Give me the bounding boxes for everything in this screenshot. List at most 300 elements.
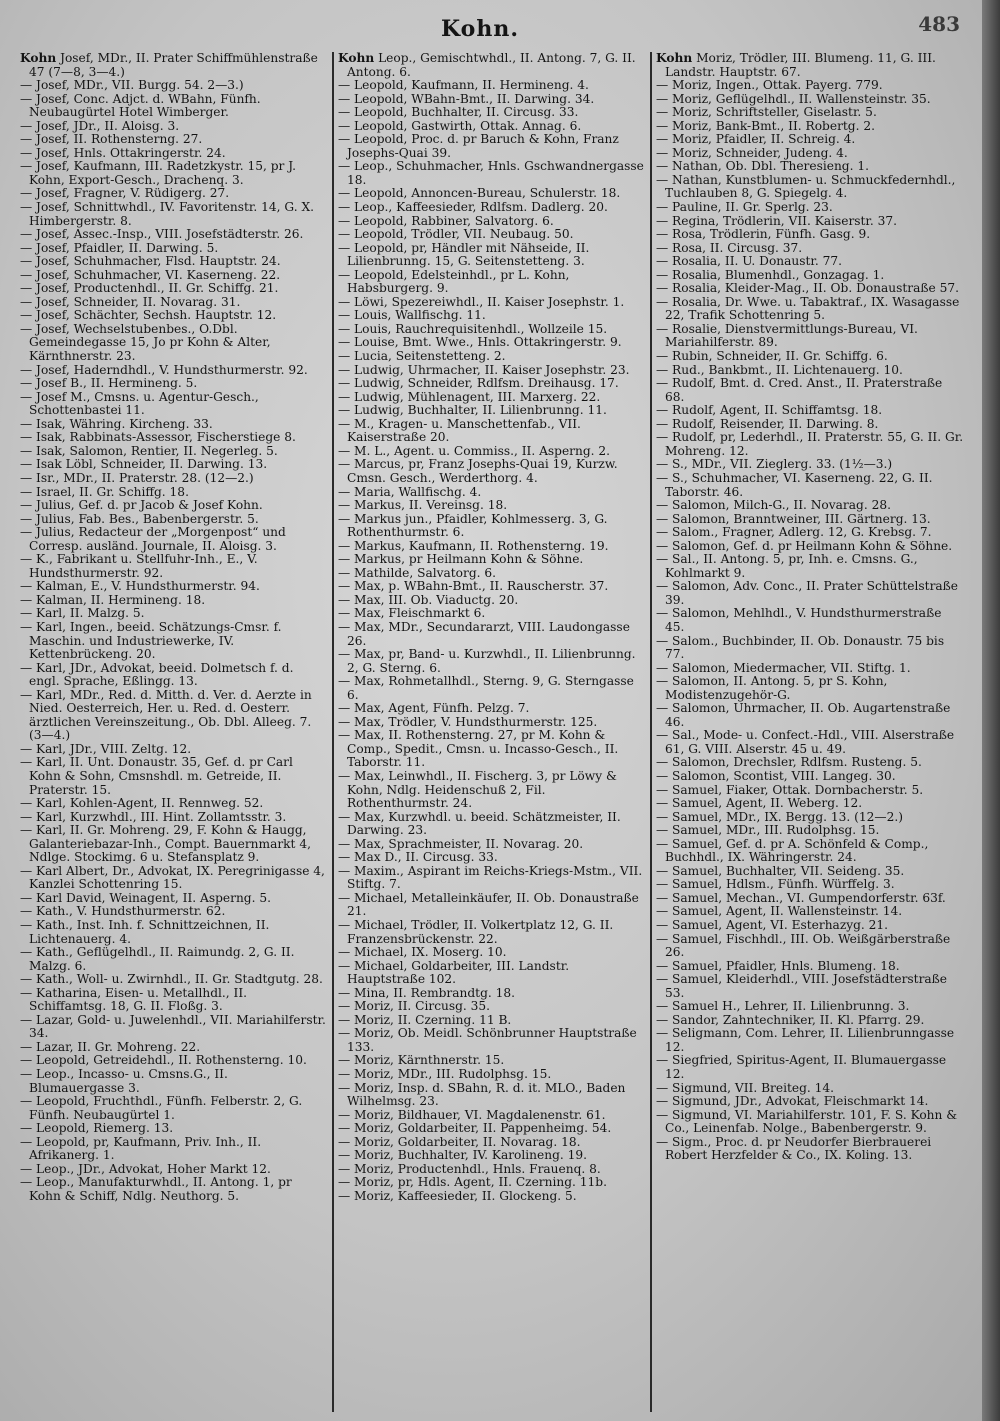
entry-text: — Samuel, Fischhdl., III. Ob. Weißgärberstraße 26. xyxy=(656,931,951,960)
entry-text: — Karl, Kohlen-Agent, II. Rennweg. 52. xyxy=(20,796,264,811)
directory-entry xyxy=(20,377,326,391)
directory-entry xyxy=(20,892,326,906)
directory-entry xyxy=(338,648,644,675)
entry-text: — Leopold, Gastwirth, Ottak. Annag. 6. xyxy=(338,118,582,133)
entry-text: — Mathilde, Salvatorg. 6. xyxy=(338,565,497,580)
entry-text: — Josef, JDr., II. Aloisg. 3. xyxy=(20,118,180,133)
directory-entry xyxy=(20,282,326,296)
directory-entry xyxy=(338,106,644,120)
entry-text: — Josef, Hnls. Ottakringerstr. 24. xyxy=(20,145,226,160)
entry-text: — Josef, Schächter, Sechsh. Hauptstr. 12. xyxy=(20,308,277,323)
entry-text: — Sal., II. Antong. 5, pr, Inh. e. Cmsns. G., Kohlmarkt 9. xyxy=(656,552,918,580)
directory-entry xyxy=(338,404,644,418)
entry-text: Josef, MDr., II. Prater Schiffmühlenstraße 47 (7—8, 3—4.) xyxy=(29,52,318,79)
directory-entry xyxy=(656,702,964,729)
directory-entry xyxy=(338,350,644,364)
directory-entry xyxy=(20,458,326,472)
entry-text: — Salomon, Gef. d. pr Heilmann Kohn & Söhne. xyxy=(656,538,953,553)
directory-entry xyxy=(338,851,644,865)
directory-entry xyxy=(20,919,326,946)
directory-entry xyxy=(338,621,644,648)
entry-text: — Leop., Schuhmacher, Hnls. Gschwandnergasse 18. xyxy=(338,159,644,187)
directory-entry xyxy=(20,811,326,825)
entry-text: — S., MDr., VII. Zieglerg. 33. (1½—3.) xyxy=(656,457,893,472)
entry-text: — Moriz, Productenhdl., Hnls. Frauenq. 8. xyxy=(338,1161,601,1176)
entry-text: — Karl, II. Gr. Mohreng. 29, F. Kohn & Haugg, Galanteriebazar-Inh., Compt. Bauernmarkt 4, Ndlge. Stockimg. 6 u. Stefansplatz 9. xyxy=(20,823,311,865)
entry-text: — Moriz, Ob. Meidl. Schönbrunner Hauptstraße 133. xyxy=(338,1026,637,1054)
directory-entry xyxy=(20,133,326,147)
directory-entry xyxy=(20,621,326,662)
directory-entry xyxy=(20,824,326,865)
directory-entry xyxy=(338,770,644,811)
entry-text: — Karl, JDr., Advokat, beeid. Dolmetsch f. d. engl. Sprache, Eßlingg. 13. xyxy=(20,660,294,689)
directory-entry xyxy=(656,269,964,283)
directory-entry xyxy=(656,133,964,147)
entry-text: — Lazar, Gold- u. Juwelenhdl., VII. Mariahilferstr. 34. xyxy=(20,1012,326,1041)
directory-entry xyxy=(656,364,964,378)
entry-text: — Kath., Inst. Inh. f. Schnittzeichnen, II. Lichtenauerg. 4. xyxy=(20,918,270,946)
directory-entry xyxy=(338,458,644,485)
directory-entry xyxy=(338,567,644,581)
entry-text: — Nathan, Kunstblumen- u. Schmuckfedernhdl., Tuchlauben 8, G. Spiegelg. 4. xyxy=(656,172,956,201)
directory-entry xyxy=(20,269,326,283)
directory-entry xyxy=(338,120,644,134)
entry-text: — Samuel, Agent, VI. Esterhazyg. 21. xyxy=(656,918,889,932)
entry-text: — Leopold, Getreidehdl., II. Rothensterng. 10. xyxy=(20,1053,307,1068)
entry-text: — Josef, II. Rothensterng. 27. xyxy=(20,132,203,147)
entry-text: — Josef, Pfaidler, II. Darwing. 5. xyxy=(20,240,219,255)
entry-text: — Moriz, Ingen., Ottak. Payerg. 779. xyxy=(656,78,883,93)
entry-text: — Rosalia, Kleider-Mag., II. Ob. Donaustraße 57. xyxy=(656,281,959,296)
directory-entry xyxy=(20,580,326,594)
directory-entry xyxy=(338,1136,644,1150)
directory-entry xyxy=(338,1068,644,1082)
entry-text: — Samuel, Fiaker, Ottak. Dornbacherstr. 5. xyxy=(656,782,924,797)
directory-entry xyxy=(20,1122,326,1136)
entry-text: — Samuel, Hdlsm., Fünfh. Würffelg. 3. xyxy=(656,877,895,892)
directory-entry xyxy=(338,729,644,770)
directory-entry xyxy=(338,445,644,459)
directory-entry xyxy=(656,892,964,906)
directory-entry xyxy=(338,838,644,852)
entry-text: — Regina, Trödlerin, VII. Kaiserstr. 37. xyxy=(656,213,898,228)
directory-entry xyxy=(656,296,964,323)
entry-text: — Leopold, pr, Händler mit Nähseide, II. Lilienbrunng. 15, G. Seitenstetteng. 3. xyxy=(338,240,590,269)
entry-surname: Kohn xyxy=(656,52,693,65)
entry-text: — Sigmund, VI. Mariahilferstr. 101, F. S. Kohn & Co., Leinenfab. Nolge., Babenbergerstr. 9. xyxy=(656,1107,958,1136)
entry-text: — Maxim., Aspirant im Reichs-Kriegs-Mstm., VII. Stiftg. 7. xyxy=(338,863,643,892)
entry-text: — Max, pr, Band- u. Kurzwhdl., II. Lilienbrunng. 2, G. Sterng. 6. xyxy=(338,647,636,675)
directory-entry xyxy=(20,865,326,892)
directory-entry xyxy=(20,147,326,161)
entry-text: — Josef, MDr., VII. Burgg. 54. 2—3.) xyxy=(20,78,244,93)
directory-entry xyxy=(338,580,644,594)
entry-text: — Israel, II. Gr. Schiffg. 18. xyxy=(20,484,189,499)
directory-entry xyxy=(20,93,326,120)
entry-text: — Katharina, Eisen- u. Metallhdl., II. Schiffamtsg. 18, G. II. Floßg. 3. xyxy=(20,985,248,1014)
entry-text: — Karl, JDr., VIII. Zeltg. 12. xyxy=(20,741,192,756)
directory-entry xyxy=(656,431,964,458)
directory-entry xyxy=(20,472,326,486)
entry-text: — Salom., Buchbinder, II. Ob. Donaustr. 75 bis 77. xyxy=(656,633,945,662)
entry-text: — Moriz, Bildhauer, VI. Magdalenenstr. 61. xyxy=(338,1107,606,1122)
directory-entry xyxy=(656,1054,964,1081)
entry-text: — Julius, Fab. Bes., Babenbergerstr. 5. xyxy=(20,511,259,526)
entry-text: — Josef, Schneider, II. Novarag. 31. xyxy=(20,294,241,309)
directory-entry xyxy=(338,309,644,323)
directory-entry xyxy=(338,702,644,716)
directory-entry xyxy=(656,201,964,215)
directory-entry xyxy=(20,1136,326,1163)
entry-text: — Leopold, Fruchthdl., Fünfh. Felberstr. 2, G. Fünfh. Neubaugürtel 1. xyxy=(20,1094,303,1122)
entry-text: — Samuel, MDr., III. Rudolphsg. 15. xyxy=(656,823,880,838)
entry-text: — Karl, II. Malzg. 5. xyxy=(20,606,145,621)
entry-text: — Leopold, Kaufmann, II. Hermineng. 4. xyxy=(338,78,589,93)
entry-text: — Max, MDr., Secundararzt, VIII. Laudongasse 26. xyxy=(338,619,630,648)
entry-text: — Isak Löbl, Schneider, II. Darwing. 13. xyxy=(20,457,268,472)
entry-text: — Michael, Trödler, II. Volkertplatz 12, G. II. Franzensbrückenstr. 22. xyxy=(338,918,614,946)
entry-text: — Samuel, Kleiderhdl., VIII. Josefstädterstraße 53. xyxy=(656,972,948,1000)
entry-text: — Josef M., Cmsns. u. Agentur-Gesch., Schottenbastei 11. xyxy=(20,389,259,418)
entry-text: — Louis, Rauchrequisitenhdl., Wollzeile 15. xyxy=(338,321,608,336)
directory-entry xyxy=(656,607,964,634)
directory-entry xyxy=(656,174,964,201)
entry-text: — K., Fabrikant u. Stellfuhr-Inh., E., V. Hundsthurmerstr. 92. xyxy=(20,552,258,580)
entry-text: — Kalman, II. Hermineng. 18. xyxy=(20,592,206,607)
directory-entry xyxy=(656,1095,964,1109)
directory-entry xyxy=(656,215,964,229)
directory-entry xyxy=(338,540,644,554)
entry-text: — Max, II. Rothensterng. 27, pr M. Kohn & Comp., Spedit., Cmsn. u. Incasso-Gesch., II. Taborstr. 11. xyxy=(338,728,619,770)
directory-entry xyxy=(20,526,326,553)
entry-text: — Ludwig, Mühlenagent, III. Marxerg. 22. xyxy=(338,389,601,404)
entry-text: — Karl, II. Unt. Donaustr. 35, Gef. d. pr Carl Kohn & Sohn, Cmsnshdl. m. Getreide, II. Praterstr. 15. xyxy=(20,755,293,797)
directory-entry xyxy=(656,377,964,404)
entry-text: — Leopold, WBahn-Bmt., II. Darwing. 34. xyxy=(338,91,595,106)
entry-text: — Samuel, Agent, II. Wallensteinstr. 14. xyxy=(656,904,903,919)
directory-entry xyxy=(656,1109,964,1136)
directory-entry xyxy=(656,580,964,607)
directory-entry xyxy=(20,418,326,432)
directory-entry xyxy=(656,350,964,364)
directory-entry xyxy=(338,1122,644,1136)
entry-text: — M., Kragen- u. Manschettenfab., VII. Kaiserstraße 20. xyxy=(338,416,581,445)
entry-text: — Moriz, Bank-Bmt., II. Robertg. 2. xyxy=(656,118,875,133)
directory-entry xyxy=(20,431,326,445)
entry-text: — Löwi, Spezereiwhdl., II. Kaiser Josephstr. 1. xyxy=(338,294,625,309)
directory-entry xyxy=(656,458,964,472)
entry-text: — Samuel, Agent, II. Weberg. 12. xyxy=(656,796,863,811)
directory-entry xyxy=(338,1163,644,1177)
entry-text: — Mina, II. Rembrandtg. 18. xyxy=(338,985,515,1000)
directory-entry xyxy=(338,1149,644,1163)
directory-entry xyxy=(656,756,964,770)
entry-text: — Moriz, Kaffeesieder, II. Glockeng. 5. xyxy=(338,1188,577,1203)
entry-text: — Salomon, Drechsler, Rdlfsm. Rusteng. 5. xyxy=(656,755,922,770)
directory-entry xyxy=(656,106,964,120)
entry-text: — Sigmund, VII. Breiteg. 14. xyxy=(656,1080,835,1095)
entry-text: — Max, Rohmetallhdl., Sterng. 9, G. Sterngasse 6. xyxy=(338,674,634,702)
directory-entry xyxy=(656,729,964,756)
entry-text: — Markus, pr Heilmann Kohn & Söhne. xyxy=(338,552,584,567)
page-edge-shadow xyxy=(982,0,1000,1421)
directory-entry xyxy=(20,1068,326,1095)
directory-entry xyxy=(20,391,326,418)
directory-entry xyxy=(656,93,964,107)
entry-text: — Kath., V. Hundsthurmerstr. 62. xyxy=(20,904,226,919)
directory-entry xyxy=(656,255,964,269)
directory-entry xyxy=(20,594,326,608)
directory-entry xyxy=(656,905,964,919)
directory-entry xyxy=(20,296,326,310)
entry-text: — Rosalia, II. U. Donaustr. 77. xyxy=(656,254,843,269)
directory-entry xyxy=(338,364,644,378)
directory-entry xyxy=(20,255,326,269)
column-2 xyxy=(334,52,652,1412)
entry-text: — Moriz, pr, Hdls. Agent, II. Czerning. 11b. xyxy=(338,1175,607,1190)
page-number: 483 xyxy=(918,12,960,36)
entry-text: Leop., Gemischtwhdl., II. Antong. 7, G. II. Antong. 6. xyxy=(347,52,636,79)
directory-entry xyxy=(20,797,326,811)
directory-entry xyxy=(338,716,644,730)
directory-entry xyxy=(338,1054,644,1068)
directory-entry xyxy=(20,689,326,743)
directory-entry xyxy=(20,228,326,242)
entry-text: — Louis, Wallfischg. 11. xyxy=(338,308,486,323)
directory-entry xyxy=(338,1027,644,1054)
entry-text: — Rosalia, Dr. Wwe. u. Tabaktraf., IX. Wasagasse 22, Trafik Schottenring 5. xyxy=(656,294,960,323)
entry-text: — Lazar, II. Gr. Mohreng. 22. xyxy=(20,1039,201,1054)
directory-entry xyxy=(20,513,326,527)
directory-entry xyxy=(656,770,964,784)
entry-text: — Siegfried, Spiritus-Agent, II. Blumauergasse 12. xyxy=(656,1053,947,1082)
directory-entry xyxy=(338,160,644,187)
entry-text: — Moriz, Goldarbeiter, II. Pappenheimg. 54. xyxy=(338,1121,612,1136)
directory-entry xyxy=(656,1027,964,1054)
directory-entry xyxy=(656,513,964,527)
directory-entry xyxy=(656,973,964,1000)
entry-text: — Karl David, Weinagent, II. Asperng. 5. xyxy=(20,890,271,905)
entry-text: — Maria, Wallfischg. 4. xyxy=(338,484,482,499)
entry-text: — Rosa, Trödlerin, Fünfh. Gasg. 9. xyxy=(656,227,871,242)
entry-text: — Max, Trödler, V. Hundsthurmerstr. 125. xyxy=(338,714,598,729)
directory-entry xyxy=(20,242,326,256)
directory-entry xyxy=(20,201,326,228)
entry-text: — Leopold, Edelsteinhdl., pr L. Kohn, Habsburgerg. 9. xyxy=(338,267,570,296)
entry-text: — Moriz, Insp. d. SBahn, R. d. it. MLO., Baden Wilhelmsg. 23. xyxy=(338,1080,626,1109)
entry-text: — Markus, Kaufmann, II. Rothensterng. 19. xyxy=(338,538,609,553)
directory-columns xyxy=(16,52,971,1412)
entry-text: — Josef, Assec.-Insp., VIII. Josefstädterstr. 26. xyxy=(20,227,304,242)
entry-text: — Salom., Fragner, Adlerg. 12, G. Krebsg. 7. xyxy=(656,525,932,540)
entry-text: — Isak, Rabbinats-Assessor, Fischerstiege 8. xyxy=(20,430,296,445)
page-header xyxy=(0,8,1000,48)
directory-entry xyxy=(338,919,644,946)
directory-entry xyxy=(338,960,644,987)
directory-entry xyxy=(338,52,644,79)
entry-text: — Josef, Wechselstubenbes., O.Dbl. Gemeindegasse 15, Jo pr Kohn & Alter, Kärnthnerstr. 23. xyxy=(20,321,271,364)
directory-entry xyxy=(656,323,964,350)
directory-entry xyxy=(656,919,964,933)
entry-text: — Rudolf, Reisender, II. Darwing. 8. xyxy=(656,416,879,431)
entry-text: — Ludwig, Uhrmacher, II. Kaiser Josephstr. 23. xyxy=(338,362,630,377)
directory-entry xyxy=(338,1014,644,1028)
directory-entry xyxy=(656,404,964,418)
directory-entry xyxy=(20,445,326,459)
entry-text: — Michael, Goldarbeiter, III. Landstr. Hauptstraße 102. xyxy=(338,958,570,987)
entry-text: — Josef, Kaufmann, III. Radetzkystr. 15, pr J. Kohn, Export-Gesch., Drachenq. 3. xyxy=(20,159,297,187)
entry-text: — Max, Fleischmarkt 6. xyxy=(338,606,486,621)
directory-entry xyxy=(338,946,644,960)
entry-text: — Samuel, Gef. d. pr A. Schönfeld & Comp., Buchhdl., IX. Währingerstr. 24. xyxy=(656,836,929,865)
entry-text: — Sandor, Zahntechniker, II. Kl. Pfarrg. 29. xyxy=(656,1012,925,1027)
entry-text: — Samuel, Pfaidler, Hnls. Blumeng. 18. xyxy=(656,958,900,973)
directory-entry xyxy=(656,472,964,499)
entry-text: — Max, Kurzwhdl. u. beeid. Schätzmeister, II. Darwing. 23. xyxy=(338,809,621,838)
entry-text: — Leopold, Buchhalter, II. Circusg. 33. xyxy=(338,105,579,120)
entry-text: — Nathan, Ob. Dbl. Theresieng. 1. xyxy=(656,159,869,174)
entry-text: — Moriz, Geflügelhdl., II. Wallensteinstr. 35. xyxy=(656,91,931,106)
entry-text: — Leop., Kaffeesieder, Rdlfsm. Dadlerg. 20. xyxy=(338,200,608,215)
directory-entry xyxy=(338,1000,644,1014)
entry-text: — Kalman, E., V. Hundsthurmerstr. 94. xyxy=(20,579,260,594)
entry-text: — Rudolf, Agent, II. Schiffamtsg. 18. xyxy=(656,403,883,418)
directory-entry xyxy=(656,242,964,256)
entry-text: — Leopold, pr, Kaufmann, Priv. Inh., II. Afrikanerg. 1. xyxy=(20,1134,262,1163)
directory-entry xyxy=(338,553,644,567)
entry-text: — Karl Albert, Dr., Advokat, IX. Peregrinigasse 4, Kanzlei Schottenring 15. xyxy=(20,863,325,892)
directory-entry xyxy=(338,865,644,892)
entry-text: — S., Schuhmacher, VI. Kaserneng. 22, G. II. Taborstr. 46. xyxy=(656,470,933,499)
directory-entry xyxy=(20,607,326,621)
directory-entry xyxy=(20,52,326,79)
entry-text: — Louise, Bmt. Wwe., Hnls. Ottakringerstr. 9. xyxy=(338,335,622,350)
column-1 xyxy=(16,52,334,1412)
entry-text: — Salomon, Scontist, VIII. Langeg. 30. xyxy=(656,768,896,783)
directory-entry xyxy=(656,147,964,161)
directory-entry xyxy=(20,323,326,364)
entry-text: — Isak, Währing. Kircheng. 33. xyxy=(20,416,213,431)
entry-text: — Max, Sprachmeister, II. Novarag. 20. xyxy=(338,836,584,851)
entry-text: — Leop., Manufakturwhdl., II. Antong. 1, pr Kohn & Schiff, Ndlg. Neuthorg. 5. xyxy=(20,1175,292,1203)
entry-text: — Sal., Mode- u. Confect.-Hdl., VIII. Alserstraße 61, G. VIII. Alserstr. 45 u. 49. xyxy=(656,728,955,756)
entry-text: — Salomon, Miedermacher, VII. Stiftg. 1. xyxy=(656,660,911,675)
entry-text: — Julius, Redacteur der „Morgenpost“ und Corresp. ausländ. Journale, II. Aloisg. 3. xyxy=(20,525,286,553)
directory-entry xyxy=(20,987,326,1014)
directory-entry xyxy=(338,418,644,445)
directory-entry xyxy=(656,797,964,811)
directory-entry xyxy=(20,309,326,323)
entry-text: — Josef, Schnittwhdl., IV. Favoritenstr. 14, G. X. Himbergerstr. 8. xyxy=(20,200,315,228)
entry-text: — Josef, Productenhdl., II. Gr. Schiffg. 21. xyxy=(20,281,279,296)
directory-entry xyxy=(656,79,964,93)
entry-text: — Julius, Gef. d. pr Jacob & Josef Kohn. xyxy=(20,498,263,513)
entry-text: — Leop., JDr., Advokat, Hoher Markt 12. xyxy=(20,1161,271,1176)
entry-text: — Rudolf, Bmt. d. Cred. Anst., II. Praterstraße 68. xyxy=(656,376,943,404)
directory-entry xyxy=(656,1136,964,1163)
directory-entry xyxy=(20,553,326,580)
entry-text: — Leopold, Proc. d. pr Baruch & Kohn, Franz Josephs-Quai 39. xyxy=(338,132,619,160)
directory-entry xyxy=(338,607,644,621)
entry-text: — Moriz, II. Circusg. 35. xyxy=(338,999,491,1014)
directory-entry xyxy=(20,1054,326,1068)
entry-text: — Pauline, II. Gr. Sperlg. 23. xyxy=(656,200,833,215)
entry-text: — Rosalia, Blumenhdl., Gonzagag. 1. xyxy=(656,267,885,282)
entry-text: Moriz, Trödler, III. Blumeng. 11, G. III. Landstr. Hauptstr. 67. xyxy=(665,52,936,79)
directory-entry xyxy=(338,1176,644,1190)
directory-entry xyxy=(338,93,644,107)
directory-entry xyxy=(338,228,644,242)
entry-text: — Leopold, Rabbiner, Salvatorg. 6. xyxy=(338,213,554,228)
entry-text: — Salomon, Milch-G., II. Novarag. 28. xyxy=(656,498,891,513)
entry-text: — Rosa, II. Circusg. 37. xyxy=(656,240,803,255)
directory-entry xyxy=(338,892,644,919)
directory-entry xyxy=(20,743,326,757)
entry-text: — Samuel, MDr., IX. Bergg. 13. (12—2.) xyxy=(656,809,903,824)
entry-text: — Isr., MDr., II. Praterstr. 28. (12—2.) xyxy=(20,470,254,485)
entry-text: — Ludwig, Schneider, Rdlfsm. Dreihausg. 17. xyxy=(338,376,619,391)
directory-entry xyxy=(656,635,964,662)
entry-text: — Michael, IX. Moserg. 10. xyxy=(338,945,507,960)
column-3 xyxy=(652,52,970,1412)
directory-entry xyxy=(20,905,326,919)
entry-text: — Max, III. Ob. Viaductg. 20. xyxy=(338,592,519,607)
entry-text: — Moriz, Goldarbeiter, II. Novarag. 18. xyxy=(338,1134,581,1149)
directory-entry xyxy=(338,79,644,93)
directory-entry xyxy=(20,1163,326,1177)
entry-text: — Michael, Metalleinkäufer, II. Ob. Donaustraße 21. xyxy=(338,890,639,919)
directory-entry xyxy=(338,201,644,215)
entry-text: — Josef, Schuhmacher, Flsd. Hauptstr. 24. xyxy=(20,254,281,269)
directory-entry xyxy=(338,1109,644,1123)
entry-text: — Josef B., II. Hermineng. 5. xyxy=(20,376,198,391)
entry-text: — Max, Agent, Fünfh. Pelzg. 7. xyxy=(338,701,530,716)
directory-entry xyxy=(338,987,644,1001)
directory-entry xyxy=(338,296,644,310)
directory-entry xyxy=(656,282,964,296)
directory-entry xyxy=(338,187,644,201)
entry-text: — Ludwig, Buchhalter, II. Lilienbrunng. 11. xyxy=(338,403,607,418)
directory-entry xyxy=(656,784,964,798)
entry-text: — Kath., Woll- u. Zwirnhdl., II. Gr. Stadtgutg. 28. xyxy=(20,972,323,987)
entry-text: — Moriz, Buchhalter, IV. Karolineng. 19. xyxy=(338,1148,588,1163)
entry-text: — Leopold, Riemerg. 13. xyxy=(20,1121,174,1136)
entry-text: — Rubin, Schneider, II. Gr. Schiffg. 6. xyxy=(656,349,888,364)
directory-entry xyxy=(338,215,644,229)
entry-text: — Samuel, Buchhalter, VII. Seideng. 35. xyxy=(656,863,905,878)
directory-entry xyxy=(20,946,326,973)
directory-entry xyxy=(656,933,964,960)
directory-entry xyxy=(338,675,644,702)
directory-entry xyxy=(338,1190,644,1204)
directory-entry xyxy=(20,120,326,134)
entry-text: — Seligmann, Com. Lehrer, II. Lilienbrunngasse 12. xyxy=(656,1026,955,1054)
directory-entry xyxy=(338,133,644,160)
entry-text: — Salomon, Uhrmacher, II. Ob. Augartenstraße 46. xyxy=(656,701,951,729)
entry-text: — Karl, Ingen., beeid. Schätzungs-Cmsr. f. Maschin. und Industriewerke, IV. Kettenbrückeng. 20. xyxy=(20,619,282,662)
directory-entry xyxy=(20,662,326,689)
directory-entry xyxy=(20,79,326,93)
directory-entry xyxy=(20,1014,326,1041)
entry-text: — Samuel H., Lehrer, II. Lilienbrunng. 3. xyxy=(656,999,910,1014)
entry-text: — Moriz, MDr., III. Rudolphsg. 15. xyxy=(338,1067,552,1082)
entry-text: — Samuel, Mechan., VI. Gumpendorferstr. 63f. xyxy=(656,890,946,905)
entry-text: — Rosalie, Dienstvermittlungs-Bureau, VI. Mariahilferstr. 89. xyxy=(656,321,918,350)
directory-entry xyxy=(20,160,326,187)
entry-text: — Marcus, pr, Franz Josephs-Quai 19, Kurzw. Cmsn. Gesch., Werderthorg. 4. xyxy=(338,457,618,485)
entry-text: — Salomon, Mehlhdl., V. Hundsthurmerstraße 45. xyxy=(656,606,942,634)
directory-entry xyxy=(656,878,964,892)
